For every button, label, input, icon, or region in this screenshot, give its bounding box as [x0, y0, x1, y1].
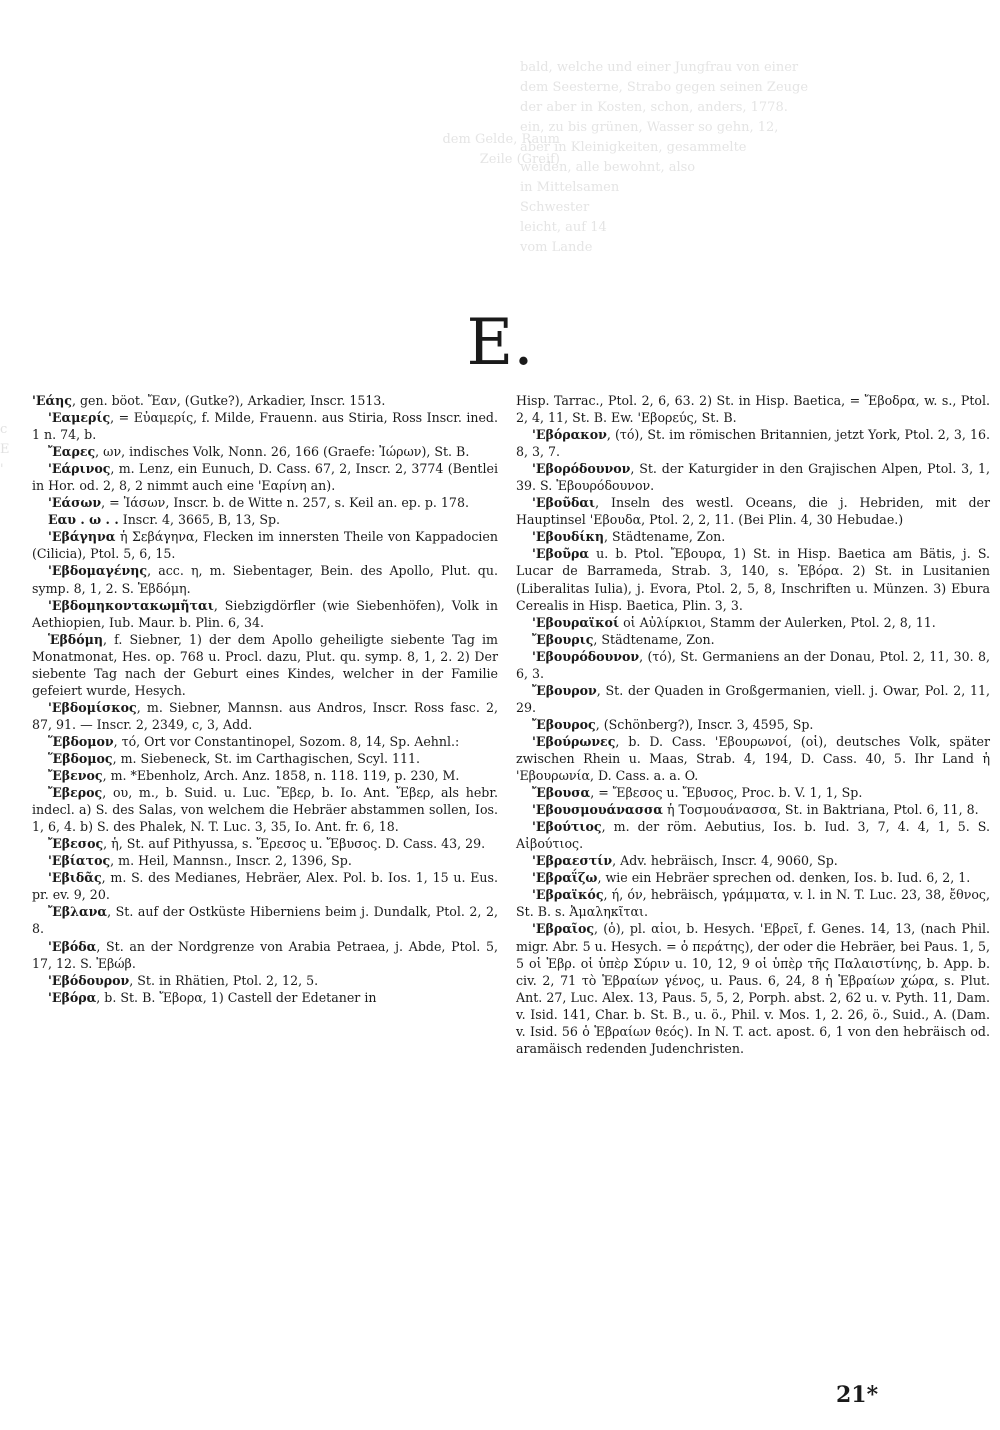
entry-headword: 'Εάης: [32, 393, 72, 408]
dictionary-entry: [516, 818, 990, 852]
entry-text: , m. S. des Medianes, Hebräer, Alex. Pol. b. Ios. 1, 15 u. Eus. pr. ev. 9, 20.: [32, 870, 498, 903]
entry-headword: 'Εβουρόδουνον: [532, 648, 640, 664]
entry-text: , b. St. B. Ἔβορα, 1) Castell der Edetaner in: [96, 989, 377, 1005]
entry-headword: 'Εβόρακον: [532, 427, 607, 443]
dictionary-entry: [32, 938, 498, 972]
dictionary-entry: [32, 750, 498, 767]
entry-text: , ἡ, St. auf Pithyussa, s. Ἔρεσος u. Ἔβυσος. D. Cass. 43, 29.: [103, 836, 486, 852]
dictionary-entry: [516, 426, 990, 460]
dictionary-entry: [516, 460, 990, 494]
entry-text: , St. auf der Ostküste Hiberniens beim j. Dundalk, Ptol. 2, 2, 8.: [32, 904, 498, 937]
dictionary-entry: [516, 545, 990, 613]
right-column: [516, 392, 990, 1057]
bleed-through-margin-marks: [0, 420, 20, 480]
dictionary-entry: [516, 852, 990, 869]
entry-headword: 'Εβόρα: [48, 989, 97, 1005]
entry-text: , St. der Quaden in Großgermanien, viell. j. Owar, Pol. 2, 11, 29.: [516, 682, 990, 715]
dictionary-entry: [32, 699, 498, 733]
entry-text: ἡ Σεβάγηνα, Flecken im innersten Theile von Kappadocien (Cilicia), Ptol. 5, 6, 15.: [32, 529, 498, 562]
entry-headword: 'Εβουδίκη: [532, 529, 605, 545]
entry-headword: 'Εβδομαγένης: [48, 563, 148, 579]
entry-headword: 'Εβοῦδαι: [532, 495, 596, 511]
entry-headword: Ἔβουρος: [532, 716, 596, 732]
dictionary-entry: [32, 852, 498, 869]
entry-text: , ου, m., b. Suid. u. Luc. Ἔβερ, b. Io. Ant. Ἔβερ, als hebr. indecl. a) S. des Salas, von welchem die Hebräer abstammen sollen, Ios. 1, 6, 4. b) S. des Phalek, N. T. Luc. 3, 35, Io. Ant. fr. 6, 18.: [32, 785, 498, 835]
dictionary-entry: [32, 903, 498, 937]
dictionary-entry: [32, 409, 498, 443]
bleed-through-mark: ': [0, 462, 4, 477]
bleed-through-mark: E: [0, 442, 10, 457]
entry-headword: 'Εβδομηκοντακωμῆται: [48, 597, 214, 613]
entry-text: , f. Siebner, 1) der dem Apollo geheiligte siebente Tag im Monatmonat, Hes. op. 768 u. Procl. dazu, Plut. qu. symp. 8, 1, 2. 2) Der siebente Tag nach der Geburt eines Kindes, welcher in der Familie gefeiert wurde, Hesych.: [32, 631, 498, 698]
section-letter-heading: E.: [466, 306, 534, 380]
entry-text: , Städtename, Zon.: [604, 529, 726, 545]
entry-headword: 'Εβραϊκός: [532, 887, 604, 903]
entry-text: , m. *Ebenholz, Arch. Anz. 1858, n. 118. 119, p. 230, M.: [102, 768, 460, 784]
entry-headword: Ἑβδόμη: [48, 631, 103, 647]
dictionary-entry: [32, 631, 498, 699]
entry-headword: 'Εβάγηνα: [48, 529, 116, 545]
bleed-through-line: dem Gelde, Raum: [442, 132, 560, 147]
entry-text: , St. in Rhätien, Ptol. 2, 12, 5.: [129, 972, 319, 988]
entry-text: u. b. Ptol. Ἔβουρα, 1) St. in Hisp. Baetica am Bätis, j. S. Lucar de Barrameda, Strab. 3, 140, s. Ἐβόρα. 2) St. in Lusitanien (Liberalitas Iulia), j. Evora, Ptol. 2, 5, 8, Inschriften u. Münzen. 3) Ebura Cerealis in Hisp. Baetica, Plin. 3, 3.: [516, 546, 990, 613]
dictionary-entry: [32, 392, 498, 409]
dictionary-entry: [516, 392, 990, 426]
entry-text: , Inseln des westl. Oceans, die j. Hebriden, mit der Hauptinsel 'Εβουδα, Ptol. 2, 2, 11. (Bei Plin. 4, 30 Hebudae.): [516, 495, 990, 528]
entry-headword: 'Εβόδα: [48, 938, 97, 954]
bleed-through-mark: c: [0, 422, 8, 437]
entry-headword: Ἔβουσα: [532, 785, 591, 801]
entry-text: , wie ein Hebräer sprechen od. denken, Ios. b. Iud. 6, 2, 1.: [597, 870, 971, 886]
entry-text: , Adv. hebräisch, Inscr. 4, 9060, Sp.: [612, 853, 838, 869]
dictionary-entry: [32, 767, 498, 784]
entry-headword: 'Εβοῦρα: [532, 546, 590, 562]
dictionary-entry: [516, 494, 990, 528]
entry-headword: Ἔβουρις: [532, 631, 594, 647]
dictionary-entry: [32, 835, 498, 852]
bleed-through-line: ein, zu bis grünen, Wasser so gehn, 12,: [520, 120, 779, 135]
entry-headword: Ἔβενος: [48, 768, 103, 784]
bleed-through-line: Zeile (Greif): [479, 152, 560, 167]
entry-text: , gen. böot. Ἔαν, (Gutke?), Arkadier, Inscr. 1513.: [71, 393, 386, 408]
bleed-through-line: vom Lande: [520, 240, 593, 255]
entry-headword: Ἕβδομος: [48, 750, 113, 766]
left-column: [32, 392, 498, 1006]
entry-text: , (ὁ), pl. αἰοι, b. Hesych. 'Εβρεῖ, f. Genes. 14, 13, (nach Phil. migr. Abr. 5 u. Hesych. = ὁ περάτης), der oder die Hebräer, bei Paus. 1, 5, 5 οἱ Ἑβρ. οἱ ὑπὲρ Σύριν u. 10, 12, 9 οἱ ὑπὲρ τῆς Παλαιστίνης, b. App. b. civ. 2, 71 τὸ Ἑβραίων γένος, u. Paus. 6, 24, 8 ἡ Ἑβραίων χώρα, s. Plut. Ant. 27, Luc. Alex. 13, Paus. 5, 5, 2, Porph. abst. 2, 62 u. v. Pyth. 11, Dam. v. Isid. 141, Char. b. St. B., u. ö., Phil. v. Mos. 1, 2. 26, ö., Suid., A. (Dam. v. Isid. 56 ὁ Ἑβραίων θεός). In N. T. act. apost. 6, 1 von den hebräisch od. aramäisch redenden Judenchristen.: [516, 921, 990, 1056]
entry-headword: Ἔβλανα: [48, 904, 108, 920]
entry-text: , m. Lenz, ein Eunuch, D. Cass. 67, 2, Inscr. 2, 3774 (Bentlei in Hor. od. 2, 8, 2 nimmt auch eine 'Εαρίνη an).: [32, 461, 498, 494]
entry-text: , b. D. Cass. 'Εβουρωνοί, (οἱ), deutsches Volk, später zwischen Rhein u. Maas, Strab. 4, 194, D. Cass. 40, 5. Ihr Land ἡ 'Εβουρωνία, D. Cass. a. a. O.: [516, 733, 990, 784]
bleed-through-text-top: [520, 58, 850, 258]
entry-headword: Ἕβδομον: [48, 733, 114, 749]
entry-text: , m. Siebeneck, St. im Carthagischen, Scyl. 111.: [112, 750, 421, 766]
entry-headword: 'Εάσων: [48, 495, 102, 511]
entry-text: , St. an der Nordgrenze von Arabia Petraea, j. Abde, Ptol. 5, 17, 12. S. Ἐβώβ.: [32, 938, 498, 971]
entry-headword: 'Εβραεστίν: [532, 853, 613, 869]
entry-text: οἱ Αὐλίρκιοι, Stamm der Aulerken, Ptol. 2, 8, 11.: [619, 614, 936, 630]
entry-headword: 'Εβίατος: [48, 853, 111, 869]
dictionary-entry: [32, 528, 498, 562]
entry-headword: 'Εβιδᾶς: [48, 870, 102, 886]
entry-headword: 'Εβόδουρον: [48, 972, 130, 988]
dictionary-entry: [32, 869, 498, 903]
bleed-through-line: der aber in Kosten, schon, anders, 1778.: [520, 100, 788, 115]
entry-text: , Städtename, Zon.: [593, 631, 715, 647]
page-number: 21*: [836, 1382, 879, 1408]
dictionary-entry: [32, 597, 498, 631]
bleed-through-line: aber in Kleinigkeiten, gesammelte: [520, 140, 747, 155]
entry-text: , τό, Ort vor Constantinopel, Sozom. 8, 14, Sp. Aehnl.:: [113, 733, 460, 749]
dictionary-entry: [32, 460, 498, 494]
entry-text: , St. der Katurgider in den Grajischen Alpen, Ptol. 3, 1, 39. S. Ἐβουρόδουνον.: [516, 461, 990, 494]
dictionary-entry: [516, 869, 990, 886]
dictionary-entry: [32, 443, 498, 460]
entry-text: Inscr. 4, 3665, B, 13, Sp.: [118, 512, 281, 528]
entry-headword: 'Εβουραϊκοί: [532, 614, 620, 630]
entry-headword: 'Εαμερίς: [48, 410, 111, 426]
dictionary-entry: [32, 784, 498, 835]
bleed-through-line: leicht, auf 14: [520, 220, 607, 235]
dictionary-entry: [516, 631, 990, 648]
dictionary-entry: [516, 648, 990, 682]
dictionary-entry: [32, 972, 498, 989]
dictionary-entry: [516, 528, 990, 545]
entry-text: ἡ Τοσμουάνασσα, St. in Baktriana, Ptol. 6, 11, 8.: [662, 802, 979, 818]
bleed-through-line: weiden, alle bewohnt, also: [520, 160, 696, 175]
entry-text: , m. Heil, Mannsn., Inscr. 2, 1396, Sp.: [110, 853, 352, 869]
entry-text: , = Ἰάσων, Inscr. b. de Witte n. 257, s. Keil an. ep. p. 178.: [101, 495, 469, 511]
entry-headword: Ἔβερος: [48, 785, 103, 801]
entry-headword: 'Εβουσμουάνασσα: [532, 802, 663, 818]
entry-headword: 'Εβορόδουνον: [532, 461, 631, 477]
entry-headword: Ἔαρες: [48, 444, 96, 460]
dictionary-entry: [516, 784, 990, 801]
entry-headword: 'Εβδομίσκος: [48, 699, 137, 715]
dictionary-entry: [32, 562, 498, 596]
entry-headword: 'Εάρινος: [48, 461, 111, 477]
entry-headword: Εαυ . ω . .: [48, 512, 119, 528]
entry-text: , Siebzigdörfler (wie Siebenhöfen), Volk in Aethiopien, Iub. Maur. b. Plin. 6, 34.: [32, 597, 498, 630]
dictionary-entry: [516, 733, 990, 784]
dictionary-entry: [32, 494, 498, 511]
entry-headword: 'Εβούτιος: [532, 819, 602, 835]
entry-text: , (τό), St. im römischen Britannien, jetzt York, Ptol. 2, 3, 16. 8, 3, 7.: [516, 427, 990, 460]
dictionary-entry: [516, 801, 990, 818]
entry-text: , = Ἔβεσος u. Ἔβυσος, Proc. b. V. 1, 1, Sp.: [590, 785, 863, 801]
dictionary-entry: [32, 989, 498, 1006]
entry-text: , acc. η, m. Siebentager, Bein. des Apollo, Plut. qu. symp. 8, 1, 2. S. Ἑβδόμη.: [32, 563, 498, 596]
entry-text: , (Schönberg?), Inscr. 3, 4595, Sp.: [595, 716, 814, 732]
dictionary-entry: [516, 614, 990, 631]
entry-text: , (τό), St. Germaniens an der Donau, Ptol. 2, 11, 30. 8, 6, 3.: [516, 648, 990, 681]
bleed-through-line: Schwester: [520, 200, 590, 215]
dictionary-entry: [32, 733, 498, 750]
entry-text: , ή, όν, hebräisch, γράμματα, v. l. in N. T. Luc. 23, 38, ἔθνος, St. B. s. Ἀμαληκῖται.: [516, 887, 990, 920]
dictionary-entry: [516, 920, 990, 1056]
dictionary-entry: [516, 682, 990, 716]
entry-text: , = Εὐαμερίς, f. Milde, Frauenn. aus Stiria, Ross Inscr. ined. 1 n. 74, b.: [32, 410, 498, 443]
bleed-through-text-mid: [300, 130, 560, 170]
dictionary-entry: [516, 886, 990, 920]
bleed-through-line: bald, welche und einer Jungfrau von einer: [520, 60, 799, 75]
bleed-through-line: dem Seesterne, Strabo gegen seinen Zeuge: [520, 80, 809, 95]
entry-text: , ων, indisches Volk, Nonn. 26, 166 (Graefe: Ἰώρων), St. B.: [95, 444, 470, 460]
entry-text: , m. Siebner, Mannsn. aus Andros, Inscr. Ross fasc. 2, 87, 91. — Inscr. 2, 2349, c, 3, Add.: [32, 699, 498, 732]
entry-headword: Ἔβουρον: [532, 682, 597, 698]
dictionary-entry: [516, 716, 990, 733]
entry-headword: 'Εβραῖος: [532, 921, 595, 937]
entry-headword: 'Εβούρωνες: [532, 733, 616, 749]
entry-headword: Ἔβεσος: [48, 836, 104, 852]
dictionary-entry: [32, 511, 498, 528]
entry-text: , m. der röm. Aebutius, Ios. b. Iud. 3, 7, 4. 4, 1, 5. S. Αἰβούτιος.: [516, 819, 990, 852]
entry-text: Hisp. Tarrac., Ptol. 2, 6, 63. 2) St. in Hisp. Baetica, = Ἔβοδρα, w. s., Ptol. 2, 4, 11, St. B. Ew. 'Εβορεύς, St. B.: [516, 393, 990, 426]
bleed-through-line: in Mittelsamen: [520, 180, 620, 195]
entry-headword: 'Εβραΐζω: [532, 870, 598, 886]
